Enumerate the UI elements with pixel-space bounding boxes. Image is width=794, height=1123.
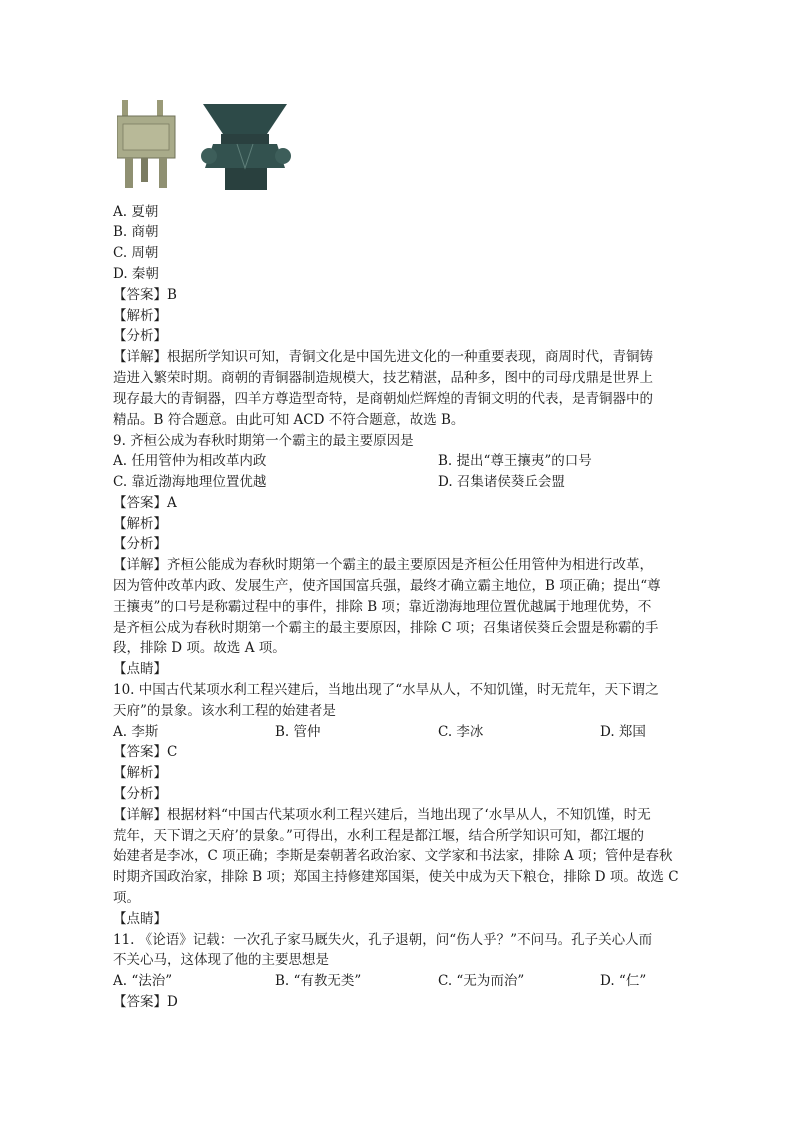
q9-analysis-label: 【解析】 [113,516,167,532]
bronze-ding-image [117,100,175,188]
q10-answer: 【答案】C [113,744,178,760]
q8-detail-line-2: 造进入繁荣时期。商朝的青铜器制造规模大，技艺精湛，品种多，图中的司母戊鼎是世界上 [113,370,653,386]
q8-analysis-label: 【解析】 [113,308,167,324]
q10-fenxi-label: 【分析】 [113,786,167,802]
q9-option-c: C. 靠近渤海地理位置优越 [113,474,267,490]
q9-dianjing-label: 【点睛】 [113,661,167,677]
question-images [117,98,297,198]
q9-detail-line-4: 是齐桓公成为春秋时期第一个霸主的最主要原因，排除 C 项；召集诸侯葵丘会盟是称霸的手 [113,620,659,636]
q10-detail-line-5: 项。 [113,890,140,906]
q10-question-line-2: 天府”的景象。该水利工程的始建者是 [113,703,336,719]
q8-option-c: C. 周朝 [113,245,159,261]
bronze-artifacts-image [117,98,297,198]
q9-option-a: A. 任用管仲为相改革内政 [113,453,267,469]
q9-detail-line-3: 王攘夷”的口号是称霸过程中的事件，排除 B 项；靠近渤海地理位置优越属于地理优势，不 [113,599,652,615]
q11-option-d: D. “仁” [600,973,647,989]
q8-detail-line-1: 【详解】根据所学知识可知，青铜文化是中国先进文化的一种重要表现，商周时代，青铜铸 [113,349,653,365]
q10-option-b: B. 管仲 [275,724,321,740]
q11-answer: 【答案】D [113,994,178,1010]
q11-question-line-2: 不关心马，这体现了他的主要思想是 [113,952,329,968]
q10-option-c: C. 李冰 [438,724,484,740]
q9-option-b: B. 提出“尊王攘夷”的口号 [438,453,592,469]
q8-option-d: D. 秦朝 [113,266,159,282]
q8-answer: 【答案】B [113,287,177,303]
q9-detail-line-1: 【详解】齐桓公能成为春秋时期第一个霸主的最主要原因是齐桓公任用管仲为相进行改革， [113,557,653,573]
q11-option-c: C. “无为而治” [438,973,525,989]
q10-option-d: D. 郑国 [600,724,646,740]
q11-option-a: A. “法治” [113,973,173,989]
q10-detail-line-4: 时期齐国政治家，排除 B 项；郑国主持修建郑国渠，使关中成为天下粮仓，排除 D 项。故选 C [113,869,679,885]
q10-question-line-1: 10. 中国古代某项水利工程兴建后，当地出现了“水旱从人，不知饥馑，时无荒年，天下谓之 [113,682,659,698]
q8-option-b: B. 商朝 [113,224,159,240]
q8-detail-line-3: 现存最大的青铜器，四羊方尊造型奇特，是商朝灿烂辉煌的青铜文明的代表，是青铜器中的 [113,391,653,407]
q11-option-b: B. “有教无类” [275,973,362,989]
bronze-zun-image [201,104,291,190]
q9-answer: 【答案】A [113,495,177,511]
q9-fenxi-label: 【分析】 [113,536,167,552]
q8-fenxi-label: 【分析】 [113,328,167,344]
q10-detail-line-1: 【详解】根据材料“中国古代某项水利工程兴建后，当地出现了‘水旱从人，不知饥馑，时无 [113,807,651,823]
q10-dianjing-label: 【点睛】 [113,911,167,927]
q10-detail-line-3: 始建者是李冰，C 项正确；李斯是秦朝著名政治家、文学家和书法家，排除 A 项；管仲是春秋 [113,848,673,864]
q9-question: 9. 齐桓公成为春秋时期第一个霸主的最主要原因是 [113,433,414,449]
q10-option-a: A. 李斯 [113,724,159,740]
q8-option-a: A. 夏朝 [113,204,159,220]
q9-option-d: D. 召集诸侯葵丘会盟 [438,474,565,490]
q10-detail-line-2: 荒年，天下谓之天府’的景象。”可得出，水利工程是都江堰，结合所学知识可知，都江堰的 [113,828,644,844]
q11-question-line-1: 11. 《论语》记载：一次孔子家马厩失火，孔子退朝，问“伤人乎？”不问马。孔子关心人而 [113,932,653,948]
q8-detail-line-4: 精品。B 符合题意。由此可知 ACD 不符合题意，故选 B。 [113,412,465,428]
q10-analysis-label: 【解析】 [113,765,167,781]
q9-detail-line-2: 因为管仲改革内政、发展生产，使齐国国富兵强，最终才确立霸主地位，B 项正确；提出“尊 [113,578,661,594]
q9-detail-line-5: 段，排除 D 项。故选 A 项。 [113,640,286,656]
